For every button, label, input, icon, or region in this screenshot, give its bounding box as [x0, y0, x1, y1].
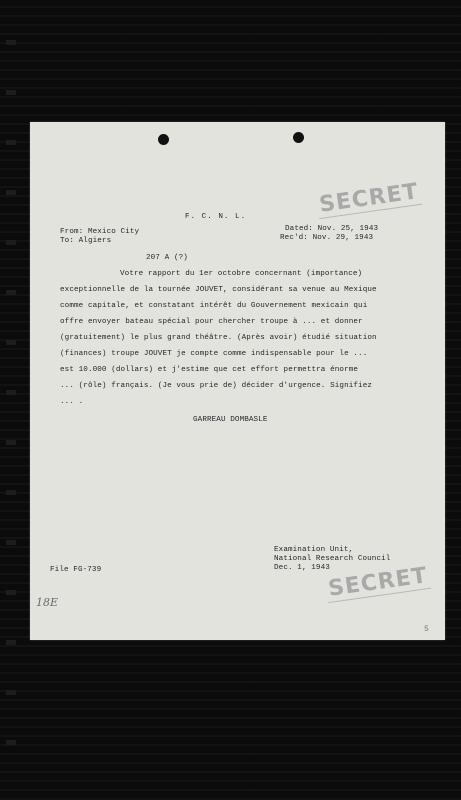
- punch-hole: [158, 134, 169, 145]
- file-number: File FG-739: [50, 566, 102, 574]
- film-sprocket-strip: [0, 0, 22, 800]
- exam-unit-date: Dec. 1, 1943: [274, 564, 330, 572]
- to-line: To: Algiers: [60, 237, 112, 245]
- body-line: exceptionnelle de la tournée JOUVET, considérant sa venue au Mexique: [60, 286, 377, 294]
- body-line: est 10.000 (dollars) et j'estime que cet effort permettra énorme: [60, 366, 359, 374]
- body-line: ... .: [60, 398, 84, 406]
- from-line: From: Mexico City: [60, 228, 140, 236]
- reference-number: 207 A (?): [146, 254, 188, 262]
- signature: GARREAU DOMBASLE: [193, 416, 268, 424]
- punch-hole: [293, 132, 304, 143]
- dated-line: Dated: Nov. 25, 1943: [285, 225, 379, 233]
- body-line: (gratuitement) le plus grand théâtre. (Après avoir) étudié situation: [60, 334, 377, 342]
- body-line: offre envoyer bateau spécial pour chercher troupe à ... et donner: [60, 318, 363, 326]
- body-line: Votre rapport du 1er octobre concernant (importance): [120, 270, 363, 278]
- document-page: [30, 122, 445, 640]
- secret-stamp: SECRET: [316, 179, 423, 219]
- handwritten-note: 18E: [36, 596, 59, 609]
- received-line: Rec'd: Nov. 29, 1943: [280, 234, 374, 242]
- body-line: comme capitale, et constatant intérêt du Gouvernement mexicain qui: [60, 302, 368, 310]
- exam-unit-line: Examination Unit,: [274, 546, 354, 554]
- document-header: F. C. N. L.: [185, 213, 247, 221]
- exam-unit-line: National Research Council: [274, 555, 391, 563]
- secret-stamp: SECRET: [325, 563, 432, 603]
- body-line: (finances) troupe JOUVET je compte comme indispensable pour le ...: [60, 350, 368, 358]
- corner-mark: 5: [424, 625, 429, 634]
- body-line: ... (rôle) français. (Je vous prie de) décider d'urgence. Signifiez: [60, 382, 373, 390]
